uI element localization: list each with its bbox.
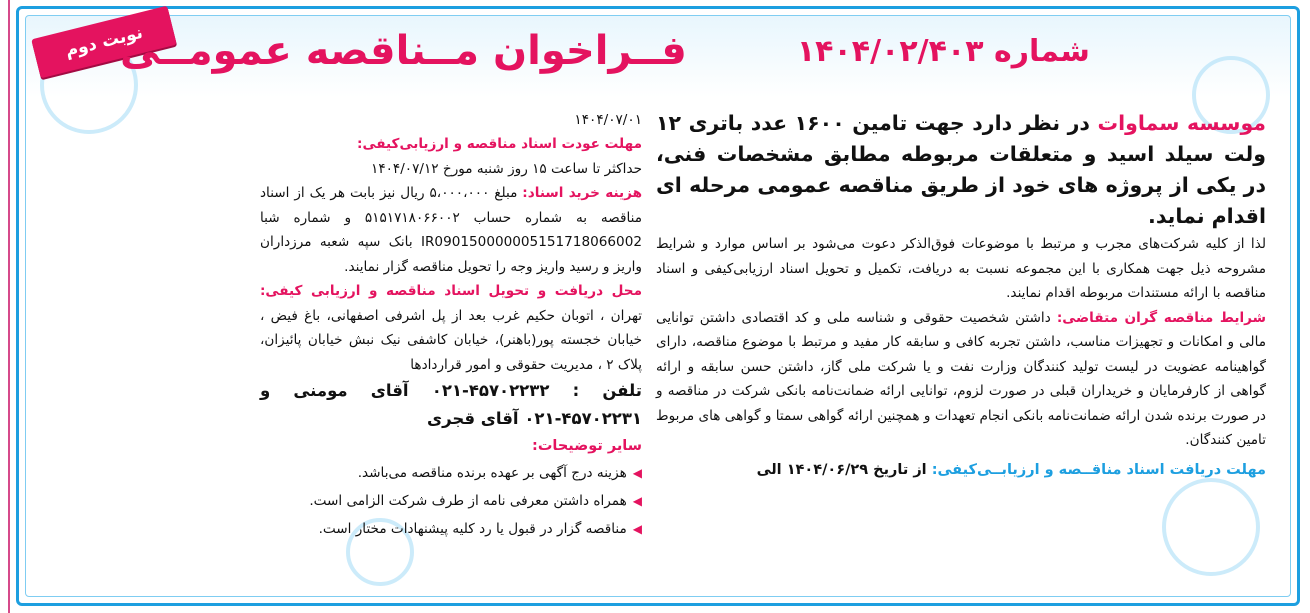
address-paragraph xyxy=(260,279,642,377)
return-deadline-text: حداکثر تا ساعت ۱۵ روز شنبه مورخ ۱۴۰۴/۰۷/۱۲ xyxy=(371,160,642,177)
receive-deadline xyxy=(656,457,1266,483)
arrow-left-icon: ◀ xyxy=(632,466,642,480)
organization-name: موسسه سماوات xyxy=(1097,111,1266,135)
ad-header xyxy=(120,16,1280,86)
note-item: ◀ مناقصه گزار در قبول یا رد کلیه پیشنهادات مختار است. xyxy=(260,515,642,543)
note-item: ◀ همراه داشتن معرفی نامه از طرف شرکت الزامی است. xyxy=(260,487,642,515)
page-edge xyxy=(0,0,10,613)
left-column xyxy=(260,108,642,543)
fee-paragraph xyxy=(260,181,642,279)
receive-deadline-text: از تاریخ ۱۴۰۴/۰۶/۲۹ الی xyxy=(756,461,932,478)
address-text: تهران ، اتوبان حکیم غرب بعد از پل اشرفی اصفهانی، باغ فیض ، خیابان خجسته پور(باهنر)، خیابان کاشفی نیک نبش خیابان پائیزان، پلاک ۲ ، مدیریت حقوقی و امور قراردادها xyxy=(260,307,642,373)
note-item: ◀ هزینه درج آگهی بر عهده برنده مناقصه می‌باشد. xyxy=(260,459,642,487)
receive-deadline-end-date: ۱۴۰۴/۰۷/۰۱ xyxy=(574,112,642,128)
second-notice-ribbon: نوبت دوم xyxy=(31,6,177,79)
conditions-label: شرایط مناقصه گران متقاضی: xyxy=(1056,309,1266,326)
decorative-swirl xyxy=(1162,478,1260,576)
invitation-paragraph: لذا از کلیه شرکت‌های مجرب و مرتبط با موضوعات فوق‌الذکر دعوت می‌شود بر اساس موارد و شرایط مشروحه ذیل جهت همکاری با این مجموعه نسبت به دریافت، تکمیل و تحویل اسناد ارزیابی‌کیفی و اسناد مناقصه با ارائه مستندات مربوطه اقدام نمایند. xyxy=(656,236,1266,301)
ad-number: شماره ۱۴۰۴/۰۲/۴۰۳ xyxy=(796,33,1090,69)
lead-text: در نظر دارد جهت تامین ۱۶۰۰ عدد باتری ۱۲ ولت سیلد اسید و متعلقات مربوطه مطابق مشخصات فنی، در یکی از پروژه های خود از طریق مناقصه عمومی مرحله ای اقدام نماید. xyxy=(656,111,1266,228)
address-label: محل دریافت و تحویل اسناد مناقصه و ارزیابی کیفی: xyxy=(260,283,642,299)
conditions-paragraph xyxy=(656,306,1266,453)
fee-text: مبلغ ۵،۰۰۰،۰۰۰ ریال نیز بابت هر یک از اسناد مناقصه به شماره حساب ۵۱۵۱۷۱۸۰۶۶۰۰۲ و شماره شبا IR090150000005151718066002 بانک سپه شعبه مرزداران واریز و رسید واریز وجه را تحویل مناقصه گزار نمایند. xyxy=(260,185,642,275)
fee-label: هزینه خرید اسناد: xyxy=(522,185,642,201)
lead-paragraph xyxy=(656,108,1266,232)
conditions-text: داشتن شخصیت حقوقی و شناسه ملی و کد اقتصادی داشتن توانایی مالی و امکانات و تجهیزات مناسب، داشتن تجربه کافی و سابقه کار مفید و مرتبط با موضوع مناقصه، دارای گواهینامه عضویت در لیست تولید کنندگان وزارت نفت و یا شرکت ملی گاز، داشتن حسن سابقه و ارائه گواهی از کارفرمایان و خریداران قبلی در صورت لزوم، توانایی ارائه ضمانت‌نامه بانکی شرکت در مناقصه و در صورت برنده شدن ارائه ضمانت‌نامه بانکی انجام تعهدات و همچنین ارائه گواهی سمتا و گواهی های مربوط تامین کنندگان. xyxy=(656,309,1266,448)
return-deadline-label: مهلت عودت اسناد مناقصه و ارزیابی‌کیفی: xyxy=(357,136,642,152)
arrow-left-icon: ◀ xyxy=(632,522,642,536)
phone-line: تلفن : ۴۵۷۰۲۲۳۲-۰۲۱ آقای مومنی و ۴۵۷۰۲۲۳۱-۰۲۱ آقای قجری xyxy=(260,381,642,428)
notes-title: سایر توضیحات: xyxy=(532,438,642,454)
receive-deadline-label: مهلت دریافت اسناد مناقــصه و ارزیابــی‌کیفی: xyxy=(931,461,1266,478)
arrow-left-icon: ◀ xyxy=(632,494,642,508)
ad-title: فــراخوان مــناقصه عمومــی xyxy=(120,28,687,74)
right-column xyxy=(656,108,1266,483)
